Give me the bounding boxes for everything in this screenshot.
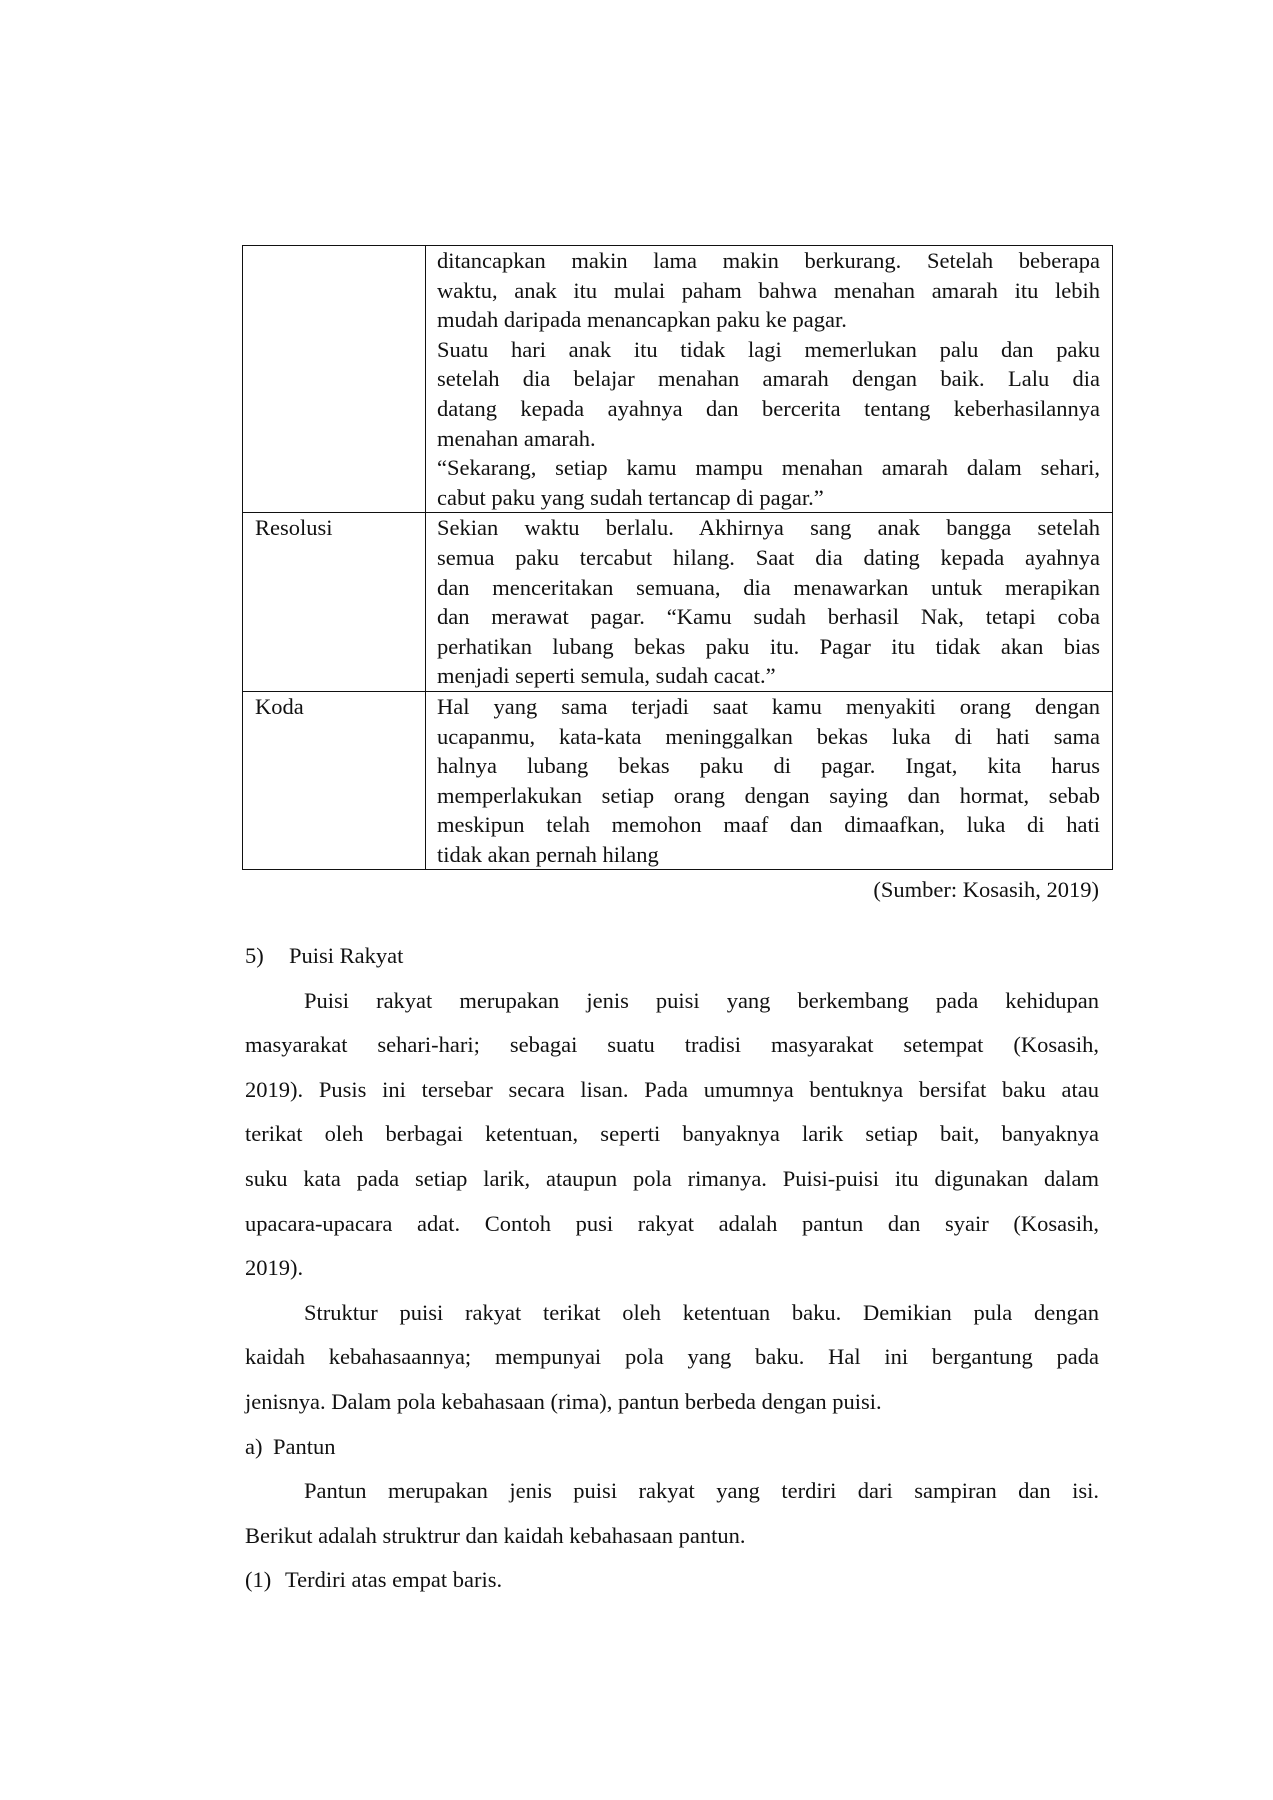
row-label-cell [243, 513, 426, 692]
text-line: meskipun telah memohon maaf dan dimaafkan, luka di hati [437, 812, 1100, 838]
row-content-cell [426, 691, 1113, 870]
text-line: menjadi seperti semula, sudah cacat.” [437, 663, 776, 689]
row-content-cell [426, 246, 1113, 513]
table-row [243, 513, 1113, 692]
text-line: dan menceritakan semuana, dia menawarkan untuk merapikan [437, 574, 1100, 600]
table-source-caption: (Sumber: Kosasih, 2019) [873, 877, 1099, 902]
text-line: terikat oleh berbagai ketentuan, seperti banyaknya larik setiap bait, banyaknya [245, 1121, 1099, 1147]
text-line: jenisnya. Dalam pola kebahasaan (rima), pantun berbeda dengan puisi. [245, 1388, 882, 1414]
text-line: suku kata pada setiap larik, ataupun pola rimanya. Puisi-puisi itu digunakan dalam [245, 1165, 1099, 1191]
text-line: 2019). Pusis ini tersebar secara lisan. Pada umumnya bentuknya bersifat baku atau [245, 1076, 1099, 1102]
text-line: datang kepada ayahnya dan bercerita tentang keberhasilannya [437, 395, 1100, 421]
text-line: Sekian waktu berlalu. Akhirnya sang anak bangga setelah [437, 515, 1100, 541]
list-item-number: (1) [245, 1567, 272, 1593]
table-row [243, 246, 1113, 513]
section-title: Puisi Rakyat [289, 943, 404, 968]
row-content-cell [426, 513, 1113, 692]
text-line: menahan amarah. [437, 425, 596, 451]
subsection-title: Pantun [273, 1433, 336, 1459]
text-line: perhatikan lubang bekas paku itu. Pagar itu tidak akan bias [437, 633, 1100, 659]
text-line: masyarakat sehari-hari; sebagai suatu tradisi masyarakat setempat (Kosasih, [245, 1032, 1099, 1058]
subsection-heading [245, 1425, 1099, 1470]
text-line: Pantun merupakan jenis puisi rakyat yang terdiri dari sampiran dan isi. [304, 1478, 1099, 1504]
text-line: waktu, anak itu mulai paham bahwa menahan amarah itu lebih [437, 277, 1100, 303]
text-line: 2019). [245, 1255, 304, 1281]
text-line: ucapanmu, kata-kata meninggalkan bekas luka di hati sama [437, 723, 1100, 749]
text-line: kaidah kebahasaannya; mempunyai pola yang baku. Hal ini bergantung pada [245, 1344, 1099, 1370]
text-line: mudah daripada menancapkan paku ke pagar. [437, 307, 847, 333]
text-line: Berikut adalah struktrur dan kaidah kebahasaan pantun. [245, 1522, 746, 1548]
text-line: Suatu hari anak itu tidak lagi memerlukan palu dan paku [437, 336, 1100, 362]
row-label-cell [243, 246, 426, 513]
section-number: 5) [245, 943, 264, 968]
table-row [243, 691, 1113, 870]
text-line: cabut paku yang sudah tertancap di pagar.” [437, 484, 824, 510]
subsection-number: a) [245, 1433, 263, 1459]
text-line: Hal yang sama terjadi saat kamu menyakiti orang dengan [437, 693, 1100, 719]
list-item [245, 1558, 1099, 1603]
text-line: memperlakukan setiap orang dengan saying dan hormat, sebab [437, 782, 1100, 808]
text-line: upacara-upacara adat. Contoh pusi rakyat adalah pantun dan syair (Kosasih, [245, 1210, 1099, 1236]
text-line: Struktur puisi rakyat terikat oleh ketentuan baku. Demikian pula dengan [304, 1299, 1099, 1325]
text-line: tidak akan pernah hilang [437, 841, 659, 867]
plot-structure-table [242, 245, 1113, 870]
text-line: semua paku tercabut hilang. Saat dia dating kepada ayahnya [437, 544, 1100, 570]
paragraph-struktur [245, 1291, 1099, 1425]
text-line: dan merawat pagar. “Kamu sudah berhasil Nak, tetapi coba [437, 604, 1100, 630]
text-line: Puisi rakyat merupakan jenis puisi yang berkembang pada kehidupan [304, 987, 1099, 1013]
row-label: Koda [255, 693, 304, 719]
row-label: Resolusi [255, 515, 333, 541]
text-line: setelah dia belajar menahan amarah dengan baik. Lalu dia [437, 366, 1100, 392]
document-body [245, 934, 1099, 1603]
row-label-cell [243, 691, 426, 870]
section-heading [245, 934, 1099, 979]
paragraph-puisi-rakyat [245, 979, 1099, 1291]
text-line: halnya lubang bekas paku di pagar. Ingat, kita harus [437, 753, 1100, 779]
text-line: ditancapkan makin lama makin berkurang. Setelah beberapa [437, 248, 1100, 273]
list-item-text: Terdiri atas empat baris. [285, 1567, 503, 1593]
paragraph-pantun [245, 1469, 1099, 1558]
text-line: “Sekarang, setiap kamu mampu menahan amarah dalam sehari, [437, 455, 1100, 481]
